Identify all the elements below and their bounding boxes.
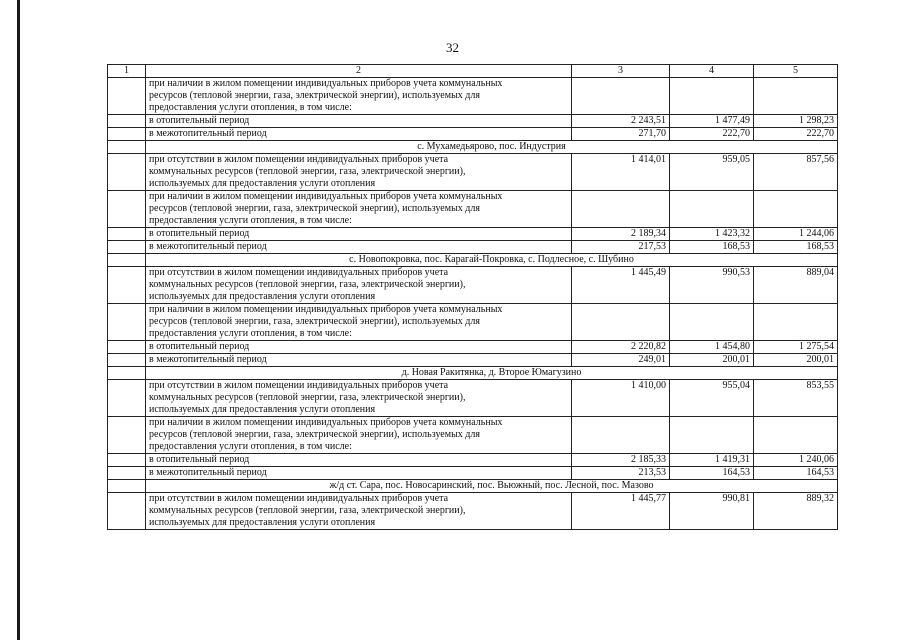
period-row [108, 467, 838, 480]
tariff-value-col-3: 1 414,01 [572, 154, 670, 191]
tariff-value-col-5: 200,01 [754, 354, 838, 367]
row-num-cell [108, 367, 146, 380]
tariff-value-col-3: 249,01 [572, 354, 670, 367]
section-row [108, 367, 838, 380]
row-num-cell [108, 115, 146, 128]
tariff-table [107, 64, 838, 530]
tariff-value-col-4: 1 454,80 [670, 341, 754, 354]
tariff-value-col-4 [670, 304, 754, 341]
description-row [108, 154, 838, 191]
header-col-4: 4 [670, 65, 754, 78]
row-description: в межотопительный период [146, 354, 572, 367]
tariff-value-col-4: 955,04 [670, 380, 754, 417]
tariff-value-col-5: 1 240,06 [754, 454, 838, 467]
row-num-cell [108, 267, 146, 304]
row-description: в межотопительный период [146, 128, 572, 141]
section-row [108, 254, 838, 267]
header-col-5: 5 [754, 65, 838, 78]
row-num-cell [108, 493, 146, 530]
section-title: с. Новопокровка, пос. Карагай-Покровка, с. Подлесное, с. Шубино [146, 254, 838, 267]
tariff-value-col-5 [754, 417, 838, 454]
tariff-value-col-4: 222,70 [670, 128, 754, 141]
tariff-value-col-4: 200,01 [670, 354, 754, 367]
row-description: в межотопительный период [146, 467, 572, 480]
tariff-value-col-4: 990,53 [670, 267, 754, 304]
row-num-cell [108, 480, 146, 493]
period-row [108, 241, 838, 254]
tariff-value-col-4: 164,53 [670, 467, 754, 480]
row-description: при отсутствии в жилом помещении индивидуальных приборов учета коммунальных ресурсов (тепловой энергии, газа, электрической энергии), используемых для предоставления услуги отопления [146, 493, 572, 530]
row-description: при наличии в жилом помещении индивидуальных приборов учета коммунальных ресурсов (тепловой энергии, газа, электрической энергии), используемых для предоставления услуги отопления, в том числе: [146, 78, 572, 115]
table-header-row [108, 65, 838, 78]
row-description: при отсутствии в жилом помещении индивидуальных приборов учета коммунальных ресурсов (тепловой энергии, газа, электрической энергии), используемых для предоставления услуги отопления [146, 154, 572, 191]
period-row [108, 341, 838, 354]
row-description: при отсутствии в жилом помещении индивидуальных приборов учета коммунальных ресурсов (тепловой энергии, газа, электрической энергии), используемых для предоставления услуги отопления [146, 267, 572, 304]
tariff-value-col-4 [670, 417, 754, 454]
row-description: при наличии в жилом помещении индивидуальных приборов учета коммунальных ресурсов (тепловой энергии, газа, электрической энергии), используемых для предоставления услуги отопления, в том числе: [146, 417, 572, 454]
tariff-value-col-3: 213,53 [572, 467, 670, 480]
tariff-value-col-4: 1 419,31 [670, 454, 754, 467]
tariff-value-col-3: 2 220,82 [572, 341, 670, 354]
row-num-cell [108, 254, 146, 267]
tariff-value-col-3: 2 185,33 [572, 454, 670, 467]
section-title: д. Новая Ракитянка, д. Второе Юмагузино [146, 367, 838, 380]
tariff-table-body [108, 65, 838, 530]
row-num-cell [108, 141, 146, 154]
tariff-value-col-5: 853,55 [754, 380, 838, 417]
tariff-value-col-4: 1 477,49 [670, 115, 754, 128]
tariff-value-col-5: 222,70 [754, 128, 838, 141]
row-description: в отопительный период [146, 228, 572, 241]
tariff-value-col-3: 1 410,00 [572, 380, 670, 417]
tariff-value-col-3 [572, 78, 670, 115]
tariff-value-col-3: 2 243,51 [572, 115, 670, 128]
row-num-cell [108, 454, 146, 467]
row-num-cell [108, 241, 146, 254]
section-row [108, 141, 838, 154]
header-col-3: 3 [572, 65, 670, 78]
row-num-cell [108, 354, 146, 367]
description-row [108, 267, 838, 304]
row-num-cell [108, 128, 146, 141]
scan-edge-bar [17, 0, 20, 640]
description-row [108, 417, 838, 454]
tariff-value-col-3: 2 189,34 [572, 228, 670, 241]
tariff-value-col-3 [572, 417, 670, 454]
tariff-value-col-5: 1 244,06 [754, 228, 838, 241]
tariff-value-col-3: 271,70 [572, 128, 670, 141]
row-description: в отопительный период [146, 454, 572, 467]
row-description: в отопительный период [146, 115, 572, 128]
description-row [108, 493, 838, 530]
tariff-value-col-4: 1 423,32 [670, 228, 754, 241]
row-num-cell [108, 304, 146, 341]
row-num-cell [108, 154, 146, 191]
period-row [108, 454, 838, 467]
tariff-value-col-3 [572, 304, 670, 341]
tariff-value-col-5 [754, 191, 838, 228]
tariff-value-col-5: 889,32 [754, 493, 838, 530]
tariff-value-col-4: 959,05 [670, 154, 754, 191]
tariff-value-col-5 [754, 78, 838, 115]
row-description: при наличии в жилом помещении индивидуальных приборов учета коммунальных ресурсов (тепловой энергии, газа, электрической энергии), используемых для предоставления услуги отопления, в том числе: [146, 191, 572, 228]
page-number: 32 [446, 40, 459, 55]
tariff-value-col-3: 217,53 [572, 241, 670, 254]
tariff-value-col-4: 168,53 [670, 241, 754, 254]
row-num-cell [108, 228, 146, 241]
tariff-value-col-3: 1 445,77 [572, 493, 670, 530]
row-num-cell [108, 380, 146, 417]
row-num-cell [108, 341, 146, 354]
period-row [108, 128, 838, 141]
period-row [108, 354, 838, 367]
tariff-value-col-5: 1 298,23 [754, 115, 838, 128]
row-num-cell [108, 417, 146, 454]
tariff-value-col-4: 990,81 [670, 493, 754, 530]
row-num-cell [108, 467, 146, 480]
tariff-value-col-4 [670, 191, 754, 228]
tariff-value-col-5: 168,53 [754, 241, 838, 254]
description-row [108, 191, 838, 228]
description-row [108, 380, 838, 417]
row-description: в межотопительный период [146, 241, 572, 254]
header-col-1: 1 [108, 65, 146, 78]
tariff-value-col-5: 164,53 [754, 467, 838, 480]
tariff-value-col-5: 889,04 [754, 267, 838, 304]
tariff-value-col-5: 857,56 [754, 154, 838, 191]
period-row [108, 228, 838, 241]
period-row [108, 115, 838, 128]
tariff-value-col-5 [754, 304, 838, 341]
tariff-value-col-4 [670, 78, 754, 115]
tariff-value-col-3 [572, 191, 670, 228]
section-title: с. Мухамедьярово, пос. Индустрия [146, 141, 838, 154]
row-num-cell [108, 191, 146, 228]
row-description: при отсутствии в жилом помещении индивидуальных приборов учета коммунальных ресурсов (тепловой энергии, газа, электрической энергии), используемых для предоставления услуги отопления [146, 380, 572, 417]
row-description: в отопительный период [146, 341, 572, 354]
header-col-2: 2 [146, 65, 572, 78]
tariff-value-col-3: 1 445,49 [572, 267, 670, 304]
description-row [108, 304, 838, 341]
section-title: ж/д ст. Сара, пос. Новосаринский, пос. Вьюжный, пос. Лесной, пос. Мазово [146, 480, 838, 493]
row-description: при наличии в жилом помещении индивидуальных приборов учета коммунальных ресурсов (тепловой энергии, газа, электрической энергии), используемых для предоставления услуги отопления, в том числе: [146, 304, 572, 341]
tariff-value-col-5: 1 275,54 [754, 341, 838, 354]
description-row [108, 78, 838, 115]
row-num-cell [108, 78, 146, 115]
section-row [108, 480, 838, 493]
